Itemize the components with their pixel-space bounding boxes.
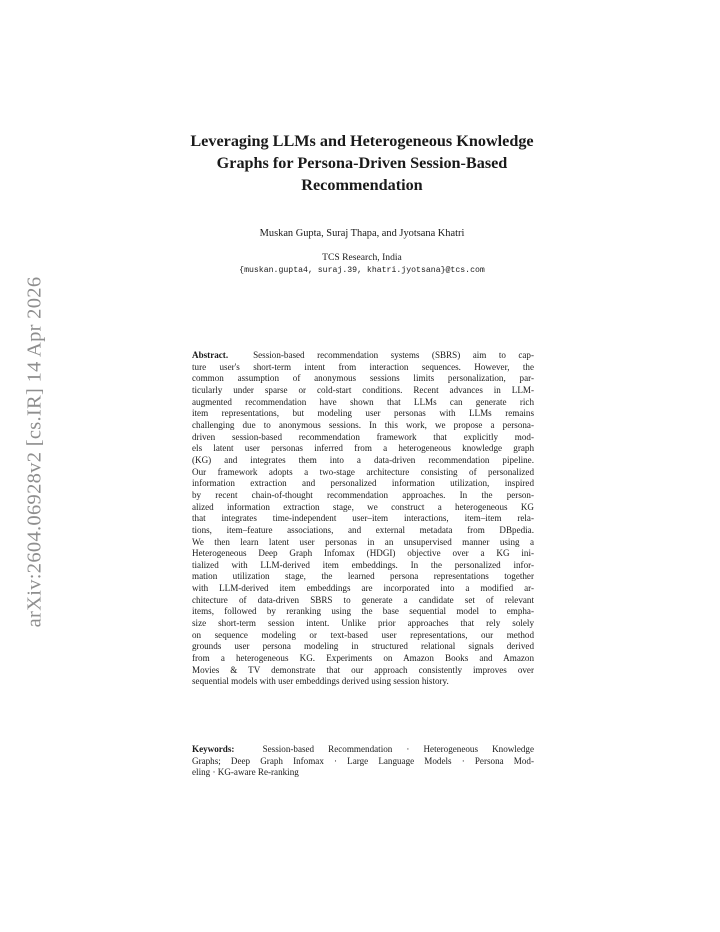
author-emails: {muskan.gupta4, suraj.39, khatri.jyotsana}@tcs.com (239, 266, 485, 275)
author-list: Muskan Gupta, Suraj Thapa, and Jyotsana Khatri (259, 228, 465, 239)
abstract-text: Session-based recommendation systems (SBRS) aim to cap- (253, 350, 535, 360)
abstract-line: sequential models with user embeddings derived using session history. (192, 676, 449, 687)
keywords (192, 744, 534, 779)
abstract-line: information extraction and personalized information utilization, inspired (192, 478, 534, 489)
abstract-line: tialized with LLM-derived item embeddings. In the personalized infor- (192, 559, 534, 570)
abstract-line: els latent user personas inferred from a heterogeneous knowledge graph (192, 443, 534, 454)
abstract-line: by recent chain-of-thought recommendation approaches. In the person- (192, 489, 534, 500)
title-line: Leveraging LLMs and Heterogeneous Knowledge (190, 132, 534, 150)
abstract-line: size short-term session intent. Unlike prior approaches that rely solely (192, 618, 534, 629)
abstract-line: Our framework adopts a two-stage architecture consisting of personalized (192, 466, 534, 477)
abstract-line: mation utilization stage, the learned persona representations together (192, 571, 534, 582)
keywords-label: Keywords: (192, 744, 235, 754)
abstract-line: item representations, but modeling user personas with LLMs remains (192, 408, 534, 419)
abstract-line: items, followed by reranking using the base sequential model to empha- (192, 606, 534, 617)
arxiv-sidebar (0, 0, 50, 932)
abstract-line: Movies & TV demonstrate that our approach consistently improves over (192, 664, 534, 675)
abstract-line: from a heterogeneous KG. Experiments on Amazon Books and Amazon (192, 653, 534, 664)
abstract-line: We then learn latent user personas in an unsupervised manner using a (192, 536, 534, 547)
abstract-line-first (192, 350, 534, 362)
paper-title (150, 130, 574, 196)
keywords-line: eling · KG-aware Re-ranking (192, 767, 299, 778)
abstract-label: Abstract. (192, 350, 229, 360)
abstract-line: that integrates time-independent user–item interactions, item–item rela- (192, 513, 534, 524)
title-line: Graphs for Persona-Driven Session-Based (216, 154, 508, 172)
abstract-line: ture user's short-term intent from interaction sequences. However, the (192, 361, 534, 372)
abstract-line: driven session-based recommendation framework that explicitly mod- (192, 431, 534, 442)
abstract-line: common assumption of anonymous sessions limits personalization, par- (192, 373, 534, 384)
title-line: Recommendation (301, 176, 423, 194)
abstract-line: with LLM-derived item embeddings are incorporated into a modified ar- (192, 583, 534, 594)
abstract-line: on sequence modeling or text-based user representations, our method (192, 629, 534, 640)
arxiv-identifier: arXiv:2604.06928v2 [cs.IR] 14 Apr 2026 (23, 276, 46, 628)
abstract-line: challenging due to anonymous sessions. In this work, we propose a persona- (192, 419, 534, 430)
abstract (192, 350, 534, 688)
abstract-line: tions, item–feature associations, and external metadata from DBpedia. (192, 524, 534, 535)
abstract-line: Heterogeneous Deep Graph Infomax (HDGI) objective over a KG ini- (192, 548, 534, 559)
keywords-line: Graphs; Deep Graph Infomax · Large Language Models · Persona Mod- (192, 755, 534, 766)
abstract-line: grounds user persona modeling in structured relational signals derived (192, 641, 534, 652)
keywords-line-first (192, 744, 534, 756)
abstract-line: alized information extraction stage, we construct a heterogeneous KG (192, 501, 534, 512)
abstract-line: (KG) and integrates them into a data-driven recommendation pipeline. (192, 454, 534, 465)
abstract-line: augmented recommendation have shown that LLMs can generate rich (192, 396, 534, 407)
keywords-text: Session-based Recommendation · Heterogeneous Knowledge (262, 744, 534, 754)
affiliation: TCS Research, India (322, 252, 402, 263)
abstract-line: ticularly under sparse or cold-start conditions. Recent advances in LLM- (192, 384, 534, 395)
abstract-line: chitecture of data-driven SBRS to generate a candidate set of relevant (192, 594, 534, 605)
